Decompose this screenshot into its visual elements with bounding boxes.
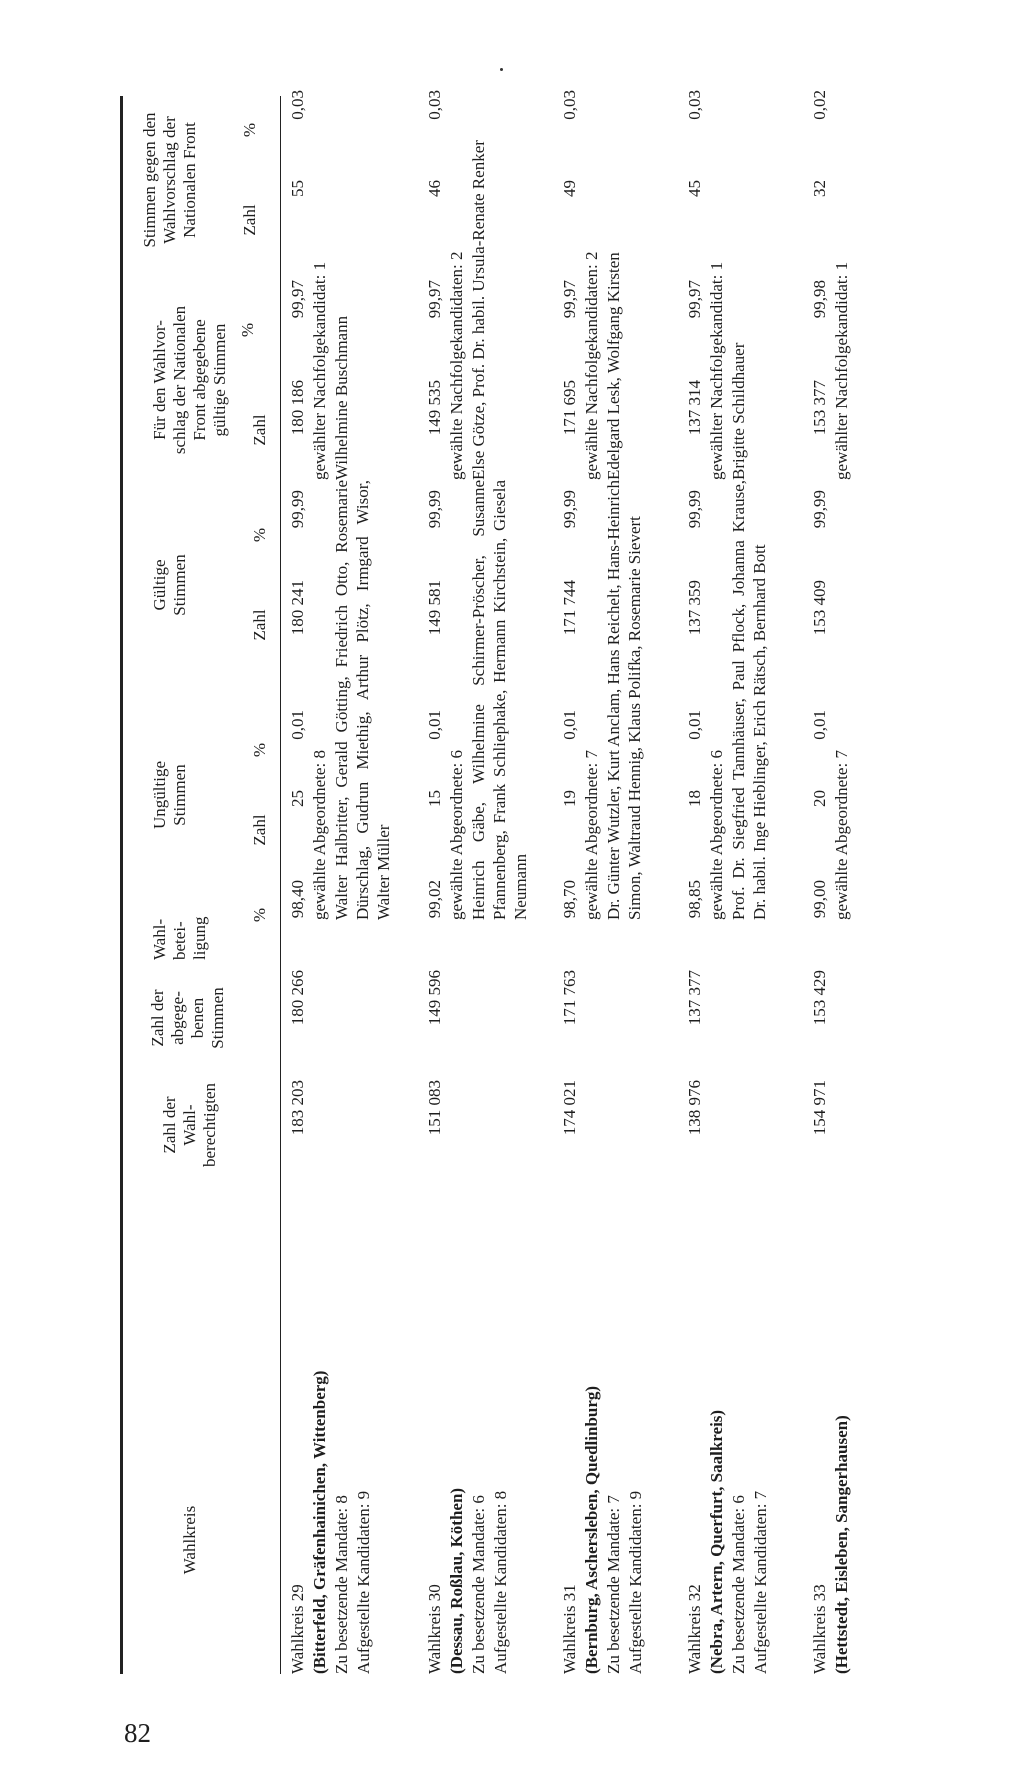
header-gegen-pct: %	[240, 122, 259, 138]
header-abgegebene: Zahl der abgege- benen Stimmen	[148, 987, 227, 1049]
fuer-pct-value: 99,97	[685, 280, 704, 319]
abgeordnete-list: Dr. Günter Wutzler, Kurt Anclam, Hans Reichelt, Hans-Heinrich Simon, Waltraud Hennig, Klaus Polifka, Rosemarie Sievert	[604, 480, 644, 920]
fuer-pct-value: 99,98	[810, 280, 829, 319]
header-rule	[280, 96, 281, 1674]
wahlberechtigte-value: 138 976	[685, 1080, 704, 1136]
wahlkreis-orte: (Bernburg, Aschersleben, Quedlinburg)	[582, 1385, 601, 1674]
wahlkreis-orte: (Dessau, Roßlau, Köthen)	[447, 1487, 466, 1674]
header-fuer: Für den Wahlvor- schlag der Nationalen Front abgegebene gültige Stimmen	[150, 305, 229, 455]
header-gueltige-pct: %	[250, 527, 269, 543]
abgeordnete-list: Prof. Dr. Siegfried Tannhäuser, Paul Pflock, Johanna Krause, Dr. habil. Inge Hieblinger, Erich Rätsch, Bernhard Bott	[729, 480, 769, 920]
gegen-pct-value: 0,03	[288, 90, 307, 120]
gegen-zahl-value: 32	[810, 180, 829, 197]
page-number: 82	[124, 1718, 151, 1748]
ungueltige-pct-value: 0,01	[425, 710, 444, 740]
gueltige-pct-value: 99,99	[685, 490, 704, 529]
header-ungueltige: Ungültige Stimmen	[150, 761, 189, 829]
header-wahlkreis: Wahlkreis	[180, 1505, 199, 1575]
ungueltige-zahl-value: 19	[560, 790, 579, 807]
fuer-zahl-value: 153 377	[810, 380, 829, 436]
nachfolge-label: gewählter Nachfolgekandidat: 1	[707, 261, 726, 480]
abgegebene-value: 171 763	[560, 970, 579, 1026]
wahlberechtigte-value: 174 021	[560, 1080, 579, 1136]
gegen-pct-value: 0,03	[425, 90, 444, 120]
ungueltige-pct-value: 0,01	[685, 710, 704, 740]
beteiligung-value: 98,40	[288, 880, 307, 919]
fuer-pct-value: 99,97	[288, 280, 307, 319]
abgeordnete-list: Heinrich Gäbe, Wilhelmine Schirmer-Pröscher, Susanne Pfannenberg, Frank Schliephake, Hermann Kirchstein, Giesela Neumann	[469, 480, 530, 920]
mandate-label: Zu besetzende Mandate: 6	[729, 1495, 748, 1674]
beteiligung-value: 99,02	[425, 880, 444, 919]
gueltige-zahl-value: 153 409	[810, 580, 829, 636]
ungueltige-pct-value: 0,01	[810, 710, 829, 740]
kandidaten-label: Aufgestellte Kandidaten: 9	[626, 1490, 645, 1674]
beteiligung-value: 98,70	[560, 880, 579, 919]
ungueltige-pct-value: 0,01	[288, 710, 307, 740]
wahlkreis-orte: (Bitterfeld, Gräfenhainichen, Wittenberg)	[310, 1370, 329, 1674]
header-gueltige: Gültige Stimmen	[150, 554, 189, 616]
wahlkreis-label: Wahlkreis 33	[810, 1584, 829, 1674]
abgegebene-value: 137 377	[685, 970, 704, 1026]
nachfolge-label: gewählter Nachfolgekandidat: 1	[310, 261, 329, 480]
gueltige-zahl-value: 149 581	[425, 580, 444, 636]
header-beteiligung-pct: %	[250, 907, 269, 923]
fuer-pct-value: 99,97	[560, 280, 579, 319]
kandidaten-label: Aufgestellte Kandidaten: 7	[751, 1490, 770, 1674]
gueltige-zahl-value: 137 359	[685, 580, 704, 636]
abgeordnete-label: gewählte Abgeordnete: 6	[447, 750, 466, 920]
header-fuer-zahl: Zahl	[250, 414, 269, 446]
fuer-zahl-value: 149 535	[425, 380, 444, 436]
top-rule	[120, 96, 123, 1674]
abgeordnete-label: gewählte Abgeordnete: 6	[707, 750, 726, 920]
nachfolge-label: gewählter Nachfolgekandidat: 1	[832, 261, 851, 480]
nachfolge-label: gewählte Nachfolgekandidaten: 2	[447, 251, 466, 480]
header-gegen: Stimmen gegen den Wahlvorschlag der Nationalen Front	[140, 112, 199, 248]
fuer-zahl-value: 171 695	[560, 380, 579, 436]
gueltige-pct-value: 99,99	[560, 490, 579, 529]
gegen-zahl-value: 49	[560, 180, 579, 197]
gueltige-zahl-value: 171 744	[560, 580, 579, 636]
wahlkreis-orte: (Hettstedt, Eisleben, Sangerhausen)	[832, 1415, 851, 1674]
wahlberechtigte-value: 154 971	[810, 1080, 829, 1136]
ungueltige-zahl-value: 25	[288, 790, 307, 807]
nachfolge-list: Brigitte Schildhauer	[729, 342, 748, 480]
abgeordnete-list: Walter Halbritter, Gerald Götting, Friedrich Otto, Rosemarie Dürschlag, Gudrun Miethig, Arthur Plötz, Irmgard Wisor, Walter Müller	[332, 480, 393, 920]
abgeordnete-label: gewählte Abgeordnete: 7	[582, 750, 601, 920]
gegen-zahl-value: 45	[685, 180, 704, 197]
header-gegen-zahl: Zahl	[240, 204, 259, 236]
ungueltige-zahl-value: 18	[685, 790, 704, 807]
beteiligung-value: 99,00	[810, 880, 829, 919]
gegen-zahl-value: 46	[425, 180, 444, 197]
gegen-pct-value: 0,03	[685, 90, 704, 120]
gegen-pct-value: 0,02	[810, 90, 829, 120]
ungueltige-pct-value: 0,01	[560, 710, 579, 740]
wahlkreis-label: Wahlkreis 29	[288, 1584, 307, 1674]
abgegebene-value: 153 429	[810, 970, 829, 1026]
kandidaten-label: Aufgestellte Kandidaten: 9	[354, 1490, 373, 1674]
gegen-zahl-value: 55	[288, 180, 307, 197]
wahlberechtigte-value: 183 203	[288, 1080, 307, 1136]
mandate-label: Zu besetzende Mandate: 8	[332, 1495, 351, 1674]
wahlkreis-label: Wahlkreis 32	[685, 1584, 704, 1674]
mandate-label: Zu besetzende Mandate: 6	[469, 1495, 488, 1674]
nachfolge-list: Edelgard Lesk, Wolfgang Kirsten	[604, 252, 623, 480]
gueltige-zahl-value: 180 241	[288, 580, 307, 636]
beteiligung-value: 98,85	[685, 880, 704, 919]
wahlkreis-label: Wahlkreis 31	[560, 1584, 579, 1674]
abgegebene-value: 180 266	[288, 970, 307, 1026]
header-ungueltige-zahl: Zahl	[250, 814, 269, 846]
nachfolge-list: Wilhelmine Buschmann	[332, 315, 351, 480]
nachfolge-label: gewählte Nachfolgekandidaten: 2	[582, 251, 601, 480]
abgegebene-value: 149 596	[425, 970, 444, 1026]
rotated-table	[120, 80, 990, 1680]
gueltige-pct-value: 99,99	[425, 490, 444, 529]
wahlkreis-label: Wahlkreis 30	[425, 1584, 444, 1674]
kandidaten-label: Aufgestellte Kandidaten: 8	[491, 1490, 510, 1674]
gueltige-pct-value: 99,99	[810, 490, 829, 529]
stray-dot	[500, 68, 503, 71]
abgeordnete-label: gewählte Abgeordnete: 8	[310, 750, 329, 920]
fuer-zahl-value: 137 314	[685, 380, 704, 436]
header-wahlberechtigte: Zahl der Wahl- berechtigten	[160, 1083, 219, 1168]
wahlkreis-orte: (Nebra, Artern, Querfurt, Saalkreis)	[707, 1409, 726, 1674]
header-gueltige-zahl: Zahl	[250, 609, 269, 641]
header-fuer-pct: %	[238, 322, 257, 338]
nachfolge-list: Else Götze, Prof. Dr. habil. Ursula-Renate Renker	[469, 140, 488, 480]
fuer-zahl-value: 180 186	[288, 380, 307, 436]
header-ungueltige-pct: %	[250, 742, 269, 758]
gueltige-pct-value: 99,99	[288, 490, 307, 529]
abgeordnete-label: gewählte Abgeordnete: 7	[832, 750, 851, 920]
header-beteiligung: Wahl- betei- ligung	[150, 916, 209, 960]
gegen-pct-value: 0,03	[560, 90, 579, 120]
ungueltige-zahl-value: 20	[810, 790, 829, 807]
wahlberechtigte-value: 151 083	[425, 1080, 444, 1136]
fuer-pct-value: 99,97	[425, 280, 444, 319]
ungueltige-zahl-value: 15	[425, 790, 444, 807]
mandate-label: Zu besetzende Mandate: 7	[604, 1495, 623, 1674]
